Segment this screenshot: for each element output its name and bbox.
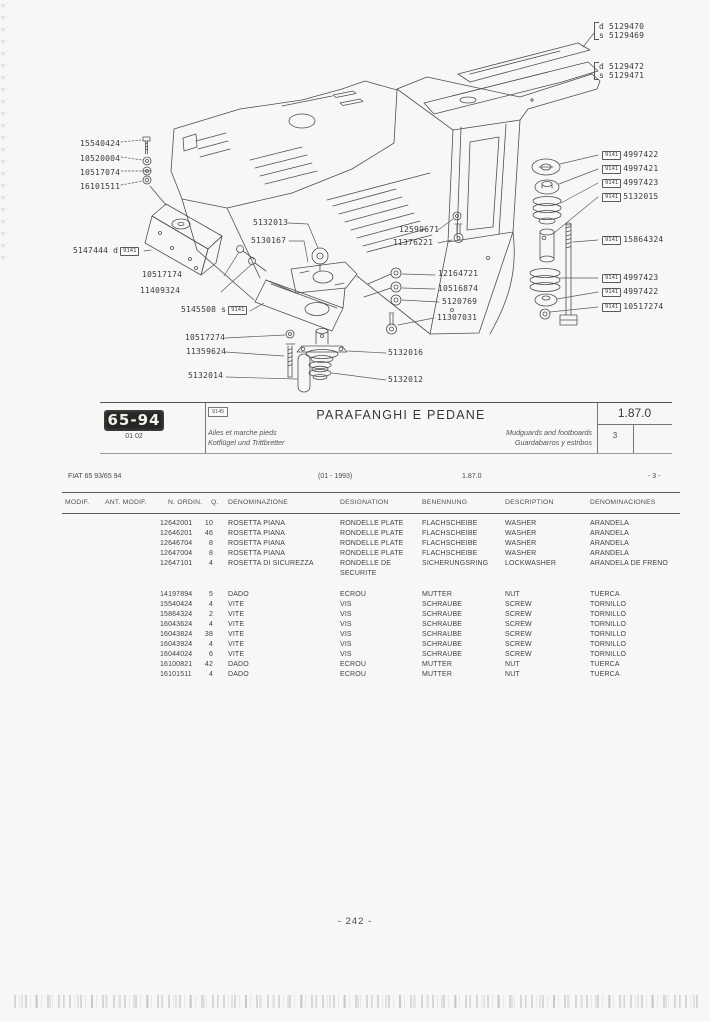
cell-designation: ECROU (340, 661, 367, 668)
part-number: 4997422 (623, 287, 659, 296)
cell-designation: VIS (340, 601, 352, 608)
catalog-tag: 9141 (602, 151, 621, 160)
cell-benennung: SICHERUNGSRING (422, 560, 489, 567)
section-code: 1.87.0 (617, 406, 652, 420)
part-number: 5132012 (388, 375, 424, 384)
cell-quantity: 6 (208, 651, 213, 658)
cell-designation: RONDELLE PLATE (340, 520, 404, 527)
cell-description: NUT (505, 661, 520, 668)
cell-part-number: 12646704 (160, 540, 193, 547)
part-callout (438, 284, 478, 293)
part-callout (253, 218, 288, 227)
part-number: 15540424 (80, 139, 121, 148)
cell-denominaciones: ARANDELA (590, 520, 629, 527)
catalog-tag: 9141 (602, 236, 621, 245)
part-callout (186, 347, 226, 356)
part-callout (251, 236, 286, 245)
cell-description: SCREW (505, 651, 532, 658)
section-code: 1.87.0 (462, 473, 482, 480)
cell-denominaciones: TORNILLO (590, 631, 627, 638)
cell-spacer (62, 590, 160, 600)
cell-description: LOCKWASHER (505, 560, 557, 567)
part-callout (388, 348, 423, 357)
cell-spacer (62, 529, 160, 539)
part-number: 4997423 (623, 273, 659, 282)
cell-quantity: 42 (204, 661, 213, 668)
part-number: 5120769 (442, 297, 478, 306)
cell-benennung: MUTTER (422, 591, 453, 598)
model-variant: 01 02 (125, 433, 143, 440)
cell-denominaciones: TUERCA (590, 661, 620, 668)
cell-part-number: 12647004 (160, 550, 193, 557)
part-number: 16101511 (80, 182, 121, 191)
part-number: 4997423 (623, 178, 659, 187)
catalog-tag: 9141 (602, 303, 621, 312)
section-subtitle-en-es (506, 428, 592, 447)
model-line: FIAT 65 93/65 94 (68, 473, 122, 480)
cell-part-number: 12646201 (160, 530, 193, 537)
part-number: 15864324 (623, 235, 664, 244)
section-header-band (100, 402, 672, 454)
cell-spacer (62, 670, 160, 680)
cell-designation: RONDELLE PLATE (340, 550, 404, 557)
column-header: DESIGNATION (340, 499, 389, 506)
cell-spacer (62, 539, 160, 549)
cell-denominazione: VITE (228, 621, 245, 628)
catalog-tag: 9145 (208, 407, 228, 417)
part-callout (388, 375, 423, 384)
table-header-row (62, 499, 680, 511)
part-number: 5130167 (251, 236, 287, 245)
cell-spacer (62, 519, 160, 529)
cell-denominaciones: TORNILLO (590, 611, 627, 618)
column-header: DENOMINAZIONE (228, 499, 288, 506)
column-header: N. ORDIN. (168, 499, 203, 506)
cell-benennung: FLACHSCHEIBE (422, 550, 478, 557)
cell-part-number: 15864324 (160, 611, 193, 618)
catalog-tag: 9141 (602, 274, 621, 283)
catalog-tag: 9141 (602, 179, 621, 188)
divider (597, 424, 672, 425)
cell-part-number: 16100821 (160, 661, 193, 668)
cell-description: WASHER (505, 530, 537, 537)
catalog-tag: 9141 (602, 165, 621, 174)
table-row (62, 620, 702, 630)
cell-benennung: SCHRAUBE (422, 601, 463, 608)
cell-designation: VIS (340, 641, 352, 648)
cell-designation: VIS (340, 631, 352, 638)
cell-benennung: MUTTER (422, 661, 453, 668)
cell-denominazione: ROSETTA PIANA (228, 540, 286, 547)
cell-quantity: 46 (204, 530, 213, 537)
page-number: - 242 - (337, 916, 373, 927)
cell-spacer (62, 650, 160, 660)
cell-benennung: MUTTER (422, 671, 453, 678)
cell-denominaciones: TUERCA (590, 671, 620, 678)
cell-denominaciones: TORNILLO (590, 641, 627, 648)
column-header: DESCRIPTION (505, 499, 554, 506)
cell-quantity: 5 (208, 591, 213, 598)
cell-part-number: 16043824 (160, 631, 193, 638)
cell-part-number: 14197894 (160, 591, 193, 598)
cell-part-number: 16044024 (160, 651, 193, 658)
part-number: 5132014 (188, 371, 224, 380)
part-number: 11307031 (437, 313, 478, 322)
cell-denominazione: ROSETTA PIANA (228, 550, 286, 557)
cell-designation: VIS (340, 611, 352, 618)
cell-description: WASHER (505, 520, 537, 527)
cell-denominaciones: TORNILLO (590, 651, 627, 658)
part-number: 10517274 (185, 333, 226, 342)
cell-denominazione: VITE (228, 611, 245, 618)
cell-denominaciones: ARANDELA (590, 540, 629, 547)
cell-designation: VIS (340, 621, 352, 628)
part-callout (600, 273, 658, 283)
subtitle-german: Kotflügel und Trittbretter (208, 437, 285, 447)
table-row (62, 539, 702, 549)
cell-denominaciones: TUERCA (590, 591, 620, 598)
part-callout (188, 371, 223, 380)
cell-quantity: 8 (208, 540, 213, 547)
part-callout (600, 287, 658, 297)
part-number: 10520004 (80, 154, 121, 163)
part-callout (600, 150, 658, 160)
cell-spacer (62, 549, 160, 559)
cell-quantity: 4 (208, 641, 213, 648)
parts-group-2 (62, 590, 702, 680)
part-callout (438, 269, 478, 278)
table-row (62, 549, 702, 559)
cell-benennung: FLACHSCHEIBE (422, 520, 478, 527)
column-header: MODIF. (65, 499, 90, 506)
sheet-ref: - 3 - (648, 473, 661, 480)
cell-denominaciones: ARANDELA DE FRENO (590, 560, 669, 567)
section-subtitle-fr-de (208, 428, 285, 447)
cell-denominazione: VITE (228, 601, 245, 608)
part-number: 5145508 s (181, 305, 227, 314)
column-header: BENENNUNG (422, 499, 468, 506)
cell-benennung: SCHRAUBE (422, 641, 463, 648)
table-row (62, 590, 702, 600)
cell-part-number: 12647101 (160, 560, 193, 567)
cell-quantity: 38 (204, 631, 213, 638)
column-header: DENOMINACIONES (590, 499, 656, 506)
cell-part-number: 16043924 (160, 641, 193, 648)
cell-part-number: 16043624 (160, 621, 193, 628)
table-row (62, 610, 702, 620)
part-number: 10517174 (142, 270, 183, 279)
cell-designation: RONDELLE PLATE (340, 540, 404, 547)
cell-part-number: 15540424 (160, 601, 193, 608)
cell-description: NUT (505, 591, 520, 598)
cell-designation: RONDELLE DE SECURITE (340, 560, 392, 577)
part-number: 10516874 (438, 284, 479, 293)
cell-spacer (62, 660, 160, 670)
part-callout (399, 225, 439, 234)
sheet-number: 3 (612, 431, 618, 440)
cell-denominazione: ROSETTA PIANA (228, 520, 286, 527)
catalog-tag: 9141 (602, 193, 621, 202)
cell-quantity: 4 (208, 560, 213, 567)
cell-quantity: 10 (204, 520, 213, 527)
parts-group-1 (62, 519, 702, 579)
part-number: 10517074 (80, 168, 121, 177)
subtitle-spanish: Guardabarros y estribos (514, 437, 592, 447)
cell-spacer (62, 610, 160, 620)
table-row (62, 660, 702, 670)
part-callout (437, 313, 477, 322)
divider (62, 492, 680, 493)
table-row (62, 559, 702, 579)
cell-designation: VIS (340, 651, 352, 658)
cell-benennung: FLACHSCHEIBE (422, 540, 478, 547)
part-number: s 5129469 (599, 31, 645, 40)
part-number: 4997422 (623, 150, 659, 159)
cell-denominazione: VITE (228, 651, 245, 658)
part-number: 10517274 (623, 302, 664, 311)
cell-description: SCREW (505, 641, 532, 648)
part-number: 5132016 (388, 348, 424, 357)
cell-spacer (62, 600, 160, 610)
part-number: 12599671 (399, 225, 440, 234)
part-number: 12164721 (438, 269, 479, 278)
part-callout (600, 164, 658, 174)
cell-quantity: 4 (208, 621, 213, 628)
model-logo: 65-94 (104, 410, 164, 431)
part-number: d 5129470 (599, 22, 645, 31)
cell-denominazione: DADO (228, 591, 249, 598)
part-callout (600, 192, 658, 202)
part-callout (80, 154, 120, 163)
cell-benennung: SCHRAUBE (422, 651, 463, 658)
part-callout (73, 246, 141, 256)
cell-denominazione: DADO (228, 661, 249, 668)
cell-description: SCREW (505, 601, 532, 608)
table-meta-row (62, 473, 680, 485)
catalog-tag: 9141 (602, 288, 621, 297)
subtitle-french: Ailes et marche pieds (208, 428, 277, 437)
part-callout (442, 297, 477, 306)
catalog-tag: 9141 (228, 306, 247, 315)
part-callout (600, 302, 663, 312)
part-number: 5147444 d (73, 246, 119, 255)
parts-table-body (62, 519, 702, 680)
part-number: 5132013 (253, 218, 289, 227)
part-callout (600, 178, 658, 188)
cell-denominazione: DADO (228, 671, 249, 678)
part-callout (185, 333, 225, 342)
cell-benennung: SCHRAUBE (422, 611, 463, 618)
cell-denominazione: VITE (228, 631, 245, 638)
part-number: d 5129472 (599, 62, 645, 71)
catalog-tag: 9141 (120, 247, 139, 256)
cell-description: SCREW (505, 631, 532, 638)
table-row (62, 670, 702, 680)
cell-spacer (62, 620, 160, 630)
table-row (62, 630, 702, 640)
part-callout (142, 270, 182, 279)
cell-designation: ECROU (340, 591, 367, 598)
part-callout-group (594, 62, 644, 80)
part-number: 4997421 (623, 164, 659, 173)
part-callout (80, 182, 120, 191)
cell-denominazione: ROSETTA DI SICUREZZA (228, 560, 314, 567)
table-row (62, 600, 702, 610)
cell-description: SCREW (505, 611, 532, 618)
table-row (62, 529, 702, 539)
cell-denominaciones: TORNILLO (590, 601, 627, 608)
column-header: Q. (211, 499, 219, 506)
cell-part-number: 16101511 (160, 671, 192, 678)
part-callout (80, 139, 120, 148)
cell-quantity: 2 (208, 611, 213, 618)
subtitle-english: Mudguards and footboards (506, 428, 592, 437)
part-callout (140, 286, 180, 295)
column-header: ANT. MODIF. (105, 499, 147, 506)
cell-denominazione: VITE (228, 641, 245, 648)
part-callout (600, 235, 663, 245)
cell-spacer (62, 640, 160, 650)
cell-part-number: 12642001 (160, 520, 193, 527)
cell-designation: ECROU (340, 671, 367, 678)
table-row (62, 640, 702, 650)
scan-artifact-strip (14, 995, 698, 1008)
cell-denominaciones: ARANDELA (590, 530, 629, 537)
part-number: s 5129471 (599, 71, 645, 80)
part-callout (393, 238, 433, 247)
cell-quantity: 8 (208, 550, 213, 557)
part-number: 11409324 (140, 286, 181, 295)
cell-description: SCREW (505, 621, 532, 628)
cell-denominaciones: ARANDELA (590, 550, 629, 557)
cell-denominazione: ROSETTA PIANA (228, 530, 286, 537)
cell-quantity: 4 (208, 601, 213, 608)
cell-benennung: SCHRAUBE (422, 621, 463, 628)
part-callout-group (594, 22, 644, 40)
cell-benennung: SCHRAUBE (422, 631, 463, 638)
part-number: 11376221 (393, 238, 434, 247)
cell-benennung: FLACHSCHEIBE (422, 530, 478, 537)
cell-description: NUT (505, 671, 520, 678)
date-range: (01 - 1993) (318, 473, 353, 480)
cell-description: WASHER (505, 550, 537, 557)
section-title: PARAFANGHI E PEDANE (316, 408, 486, 422)
table-row (62, 519, 702, 529)
part-callout (80, 168, 120, 177)
cell-denominaciones: TORNILLO (590, 621, 627, 628)
table-row (62, 650, 702, 660)
cell-description: WASHER (505, 540, 537, 547)
cell-quantity: 4 (208, 671, 213, 678)
part-number: 11359624 (186, 347, 227, 356)
divider (62, 513, 680, 514)
cell-spacer (62, 559, 160, 579)
cell-designation: RONDELLE PLATE (340, 530, 404, 537)
cell-spacer (62, 630, 160, 640)
part-number: 5132015 (623, 192, 659, 201)
divider (633, 424, 634, 453)
part-callout (181, 305, 249, 315)
